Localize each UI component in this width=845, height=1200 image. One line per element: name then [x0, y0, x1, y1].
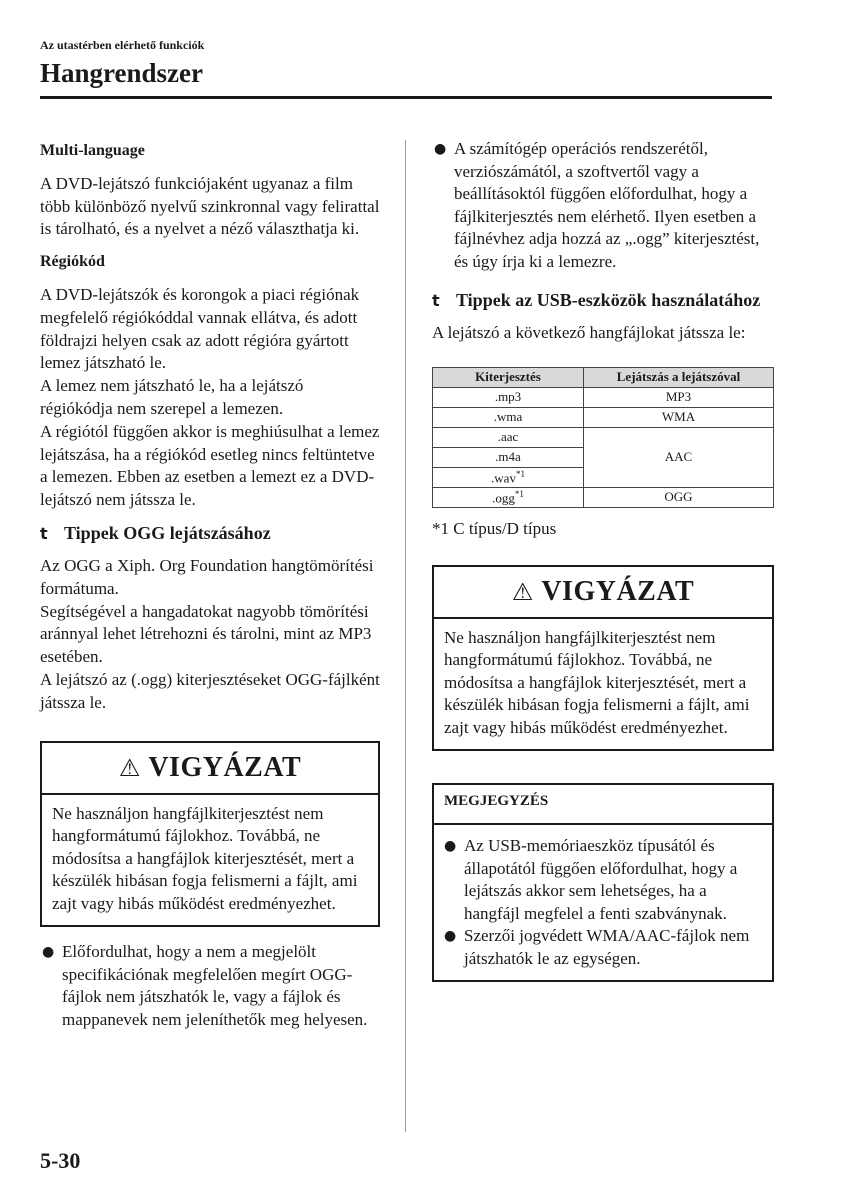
ogg-title: Tippek OGG lejátszásához: [64, 522, 271, 543]
warning-box-right: [432, 565, 774, 752]
region-text-2: A lemez nem játszható le, ha a lejátszó régiókódja nem szerepel a lemezen.: [40, 376, 304, 418]
note-box: [432, 783, 774, 982]
table-row: [433, 407, 774, 427]
left-bullet-list: [40, 941, 380, 1031]
bullet-icon: ●: [42, 944, 55, 961]
table-cell: .m4a: [433, 447, 584, 467]
cell-text: .ogg: [492, 489, 515, 505]
multi-language-text: A DVD-lejátszó funkciójaként ugyanaz a film több különböző nyelvű szinkronnal vagy felirattal is tárolható, és a nyelvet a néző választhatja ki.: [40, 173, 380, 239]
format-table: [432, 367, 774, 508]
bullet-text: Előfordulhat, hogy a nem a megjelölt specifikációnak megfelelően megírt OGG-fájlok nem játszhatók le, vagy a fájlok és mappanevek nem jeleníthetők meg helyesen.: [62, 942, 368, 1029]
right-bullet-list: [432, 138, 774, 273]
section-marker-icon: t: [432, 291, 440, 310]
table-row: [433, 387, 774, 407]
note-text: Szerzői jogvédett WMA/AAC-fájlok nem játszhatók le az egységen.: [464, 926, 750, 968]
table-cell: .mp3: [433, 387, 584, 407]
section-label: Az utastérben elérhető funkciók: [40, 38, 205, 52]
table-header-cell: Kiterjesztés: [433, 367, 584, 387]
table-cell: [433, 467, 584, 487]
region-text-1: A DVD-lejátszók és korongok a piaci régiónak megfelelő régiókóddal vannak ellátva, és adott földrajzi helyen csak az adott régióra gyártott lemez játszható le.: [40, 284, 360, 373]
list-item: [40, 941, 380, 1031]
header-rule: [40, 96, 772, 99]
table-cell: .wma: [433, 407, 584, 427]
table-cell: .aac: [433, 427, 584, 447]
footnote-mark: *1: [514, 488, 524, 499]
ogg-text-2: Segítségével a hangadatokat nagyobb tömörítési aránnyal lehet létrehozni és tárolni, mint az MP3 esetében.: [40, 601, 372, 667]
usb-title: Tippek az USB-eszközök használatához: [456, 290, 761, 310]
warning-box-left: [40, 741, 380, 928]
table-footnote: *1 C típus/D típus: [432, 518, 557, 538]
warning-triangle-icon: ⚠: [118, 753, 141, 782]
list-item: [432, 138, 774, 273]
page-number: 5-30: [40, 1148, 81, 1173]
note-title: MEGJEGYZÉS: [434, 785, 772, 825]
right-column: [432, 138, 774, 982]
bullet-icon: ●: [444, 838, 457, 855]
table-row: [433, 427, 774, 447]
region-heading: Régiókód: [40, 253, 105, 271]
usb-intro: A lejátszó a következő hangfájlokat játssza le:: [432, 323, 746, 342]
region-text-3: A régiótól függően akkor is meghiúsulhat a lemez lejátszása, ha a régiókód esetleg nincs feltüntetve a lemezen. Ebben az esetben a lemezt ez a DVD-lejátszó nem játssza le.: [40, 421, 380, 510]
list-item: [442, 835, 764, 925]
ogg-section-title: [40, 522, 380, 545]
bullet-icon: ●: [444, 928, 457, 945]
footnote-mark: *1: [515, 468, 525, 479]
table-header-row: [433, 367, 774, 387]
table-cell: OGG: [584, 487, 774, 507]
column-divider: [405, 140, 406, 1132]
table-cell: MP3: [584, 387, 774, 407]
ogg-text-1: Az OGG a Xiph. Org Foundation hangtömörítési formátuma.: [40, 555, 374, 598]
left-column: [40, 140, 380, 1031]
section-marker-icon: t: [40, 523, 48, 543]
table-row: [433, 487, 774, 507]
warning-header: [42, 743, 378, 795]
warning-triangle-icon: ⚠: [511, 577, 534, 606]
table-cell: AAC: [584, 427, 774, 487]
table-cell: WMA: [584, 407, 774, 427]
note-body: [434, 825, 772, 980]
usb-section-title: [432, 289, 774, 312]
note-list: [442, 835, 764, 970]
bullet-icon: ●: [434, 141, 447, 157]
warning-text: Ne használjon hangfájlkiterjesztést nem hangformátumú fájlokhoz. Továbbá, ne módosítsa a hangfájlok kiterjesztését, mert a készülék hibásan fogja felismerni a fájlt, ami zajt vagy hibás működést eredményezhet.: [444, 627, 750, 737]
multi-language-heading: Multi-language: [40, 142, 145, 159]
warning-text: Ne használjon hangfájlkiterjesztést nem hangformátumú fájlokhoz. Továbbá, ne módosítsa a hangfájlok kiterjesztését, mert a készülék hibásan fogja felismerni a fájlt, ami zajt vagy hibás működést eredményezhet.: [52, 803, 358, 913]
bullet-text: A számítógép operációs rendszerétől, verziószámától, a szoftvertől vagy a beállításoktól függően előfordulhat, hogy a fájlkiterjesztés nem elérhető. Ilyen esetben a fájlnévhez adja hozzá az „.ogg” kiterjesztést, és úgy írja ki a lemezre.: [454, 139, 760, 271]
page-title: Hangrendszer: [40, 58, 203, 88]
table-cell: [433, 487, 584, 507]
warning-title: VIGYÁZAT: [541, 575, 695, 607]
note-text: Az USB-memóriaeszköz típusától és állapotától függően előfordulhat, hogy a lejátszás akkor sem lehetséges, ha a hangfájl megfelel a fenti szabványnak.: [464, 836, 738, 923]
ogg-text-3: A lejátszó az (.ogg) kiterjesztéseket OGG-fájlként játssza le.: [40, 669, 380, 712]
warning-title: VIGYÁZAT: [148, 751, 302, 783]
warning-header: [434, 567, 772, 619]
list-item: [442, 925, 764, 970]
cell-text: .wav: [491, 469, 516, 485]
table-header-cell: Lejátszás a lejátszóval: [584, 367, 774, 387]
